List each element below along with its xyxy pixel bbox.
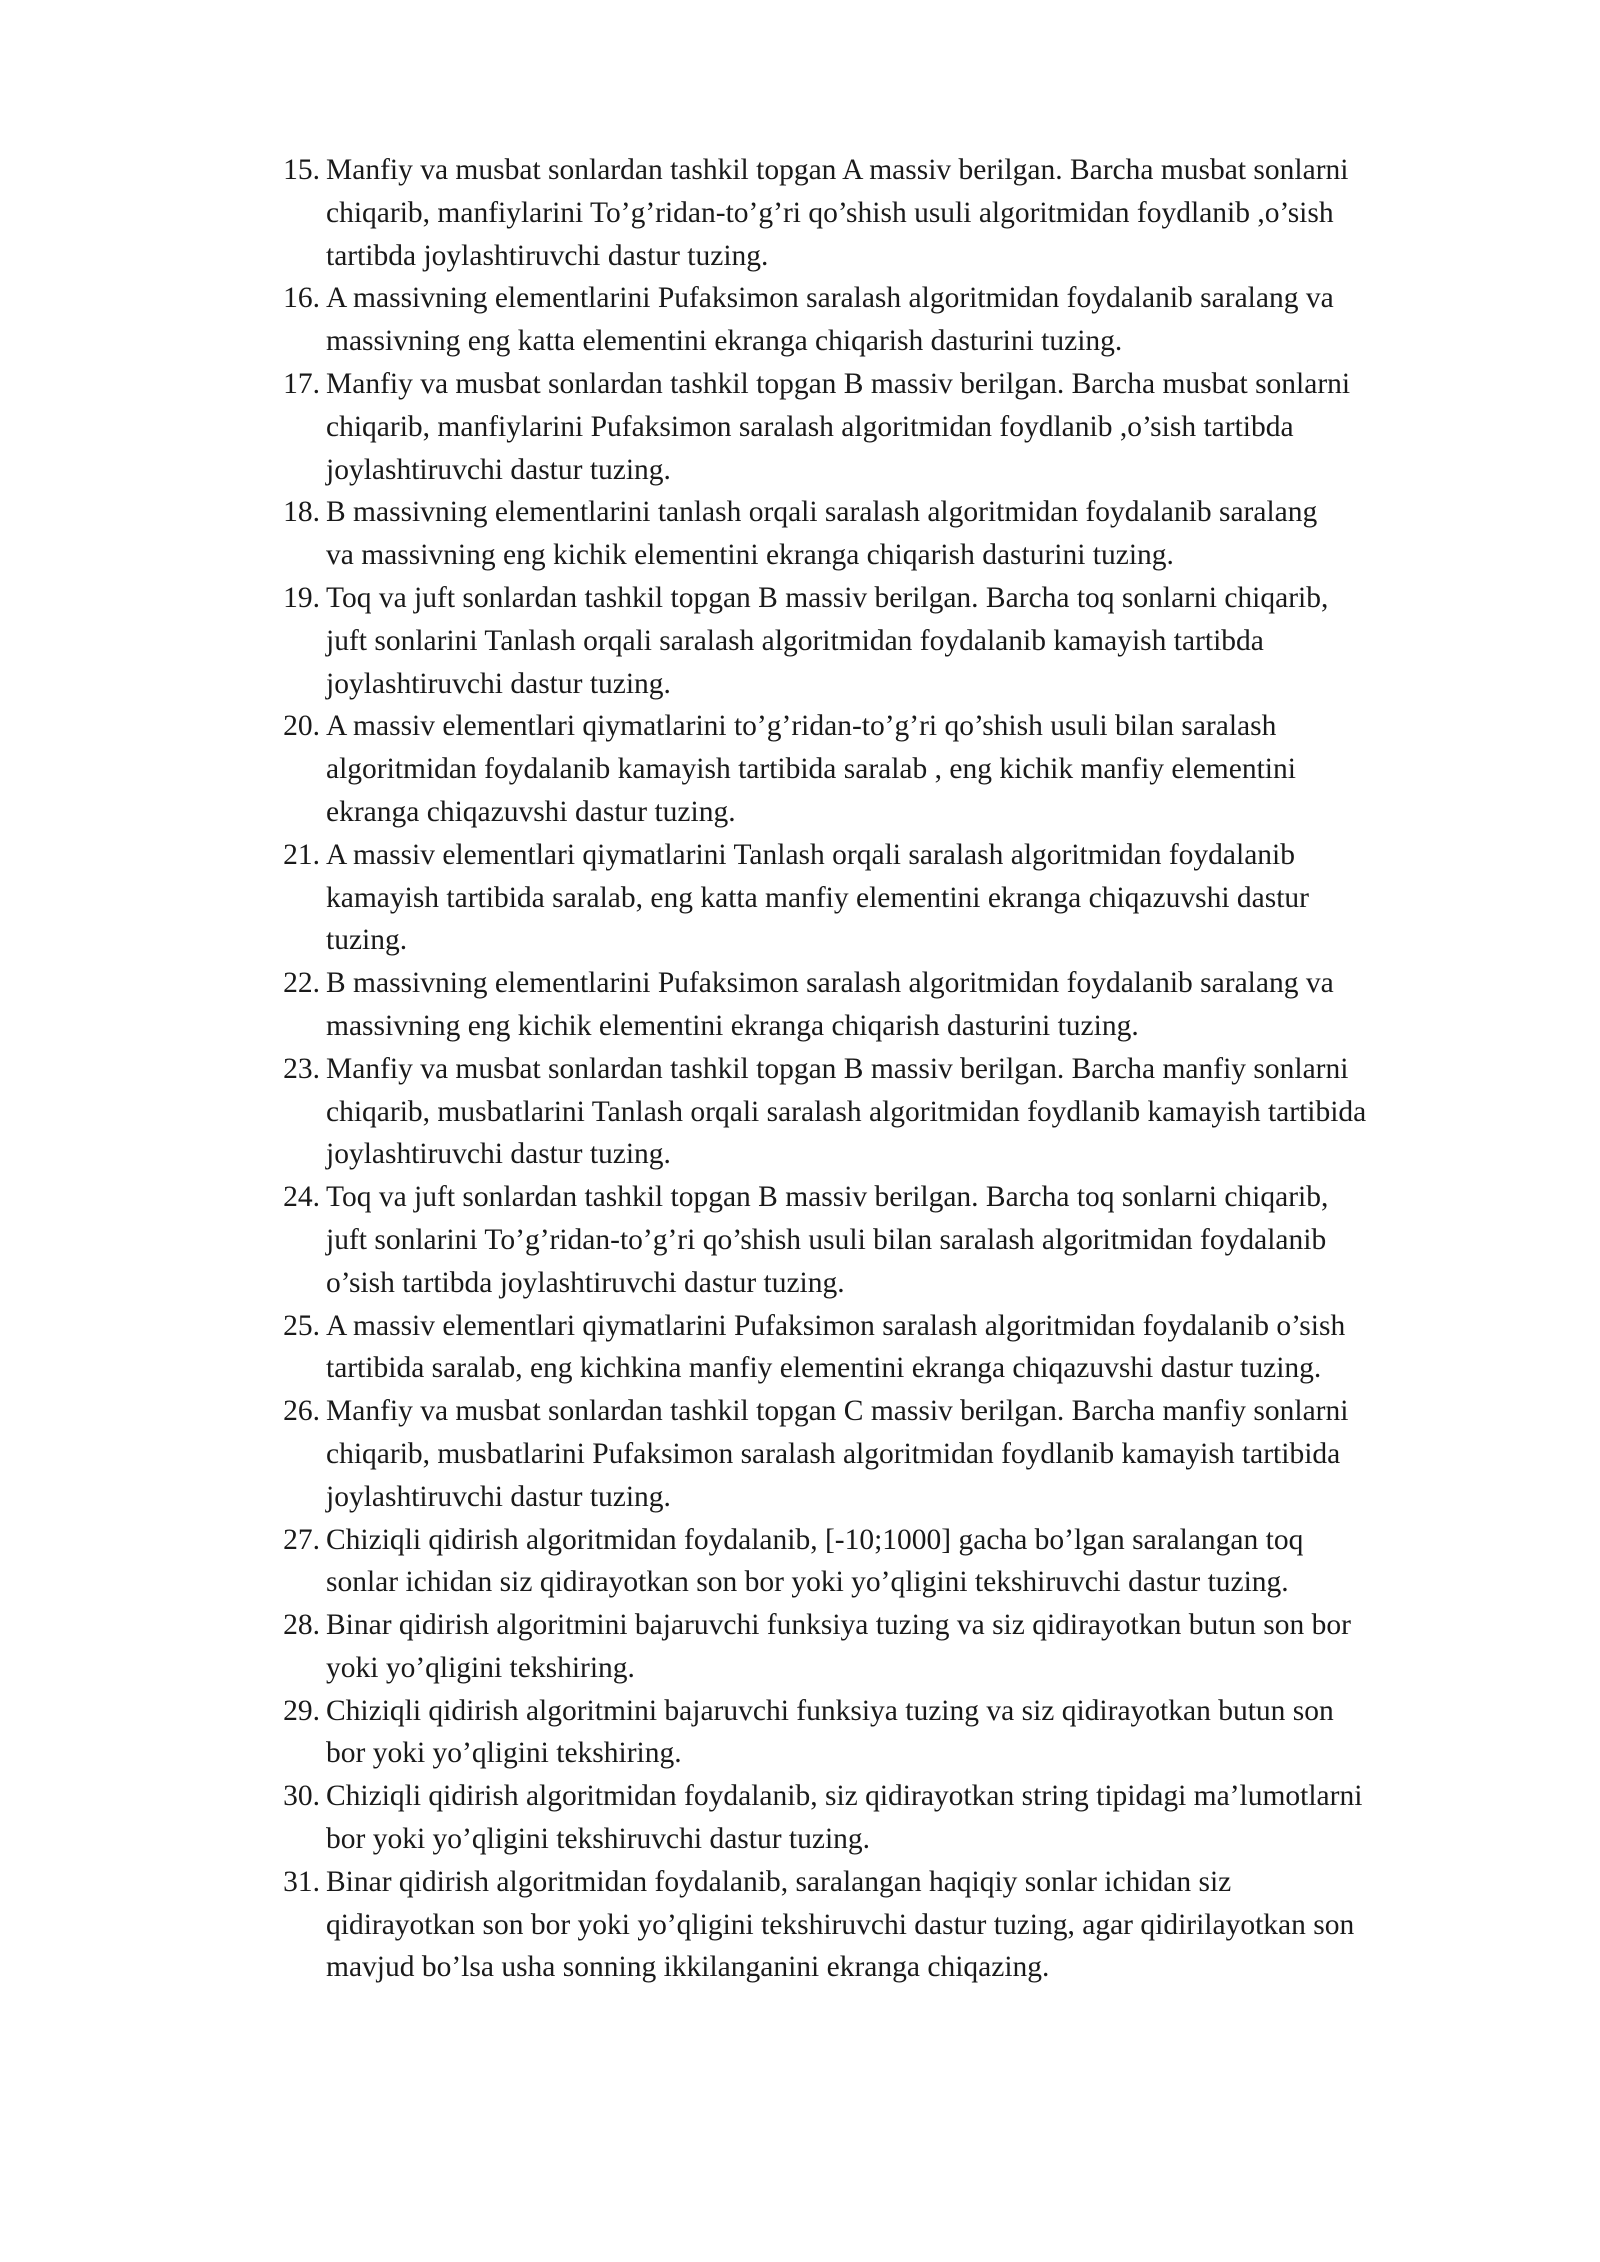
task-number: 21. — [283, 838, 320, 871]
task-text: Chiziqli qidirish algoritmidan foydalanib, [-10;1000] gacha bo’lgan saralangan toq sonlar ichidan siz qidirayotkan son bor yoki yo’qligini tekshiruvchi dastur tuzing. — [326, 1523, 1304, 1599]
task-item — [270, 1176, 1500, 1304]
task-number: 19. — [283, 581, 320, 614]
task-item — [270, 363, 1500, 491]
task-item — [270, 1519, 1500, 1605]
task-number: 16. — [283, 282, 320, 315]
task-number: 15. — [283, 154, 320, 186]
task-number: 18. — [283, 496, 320, 529]
task-text: Binar qidirish algoritmini bajaruvchi funksiya tuzing va siz qidirayotkan butun son bor yoki yo’qligini tekshiring. — [326, 1609, 1351, 1684]
task-text: Chiziqli qidirish algoritmini bajaruvchi funksiya tuzing va siz qidirayotkan butun son bor yoki yo’qligini tekshiring. — [326, 1694, 1334, 1770]
task-item — [270, 1775, 1500, 1861]
task-text: Manfiy va musbat sonlardan tashkil topgan B massiv berilgan. Barcha manfiy sonlarni chiqarib, musbatlarini Tanlash orqali saralash algoritmidan foydlanib kamayish tartibida joylashtiruvchi dastur tuzing. — [326, 1052, 1367, 1171]
task-text: A massiv elementlari qiymatlarini Tanlash orqali saralash algoritmidan foydalanib kamayish tartibida saralab, eng katta manfiy elementini ekranga chiqazuvshi dastur tuzing. — [326, 838, 1309, 957]
task-number: 29. — [283, 1694, 320, 1727]
task-number: 23. — [283, 1052, 320, 1085]
task-number: 27. — [283, 1523, 320, 1556]
task-item — [270, 705, 1500, 833]
task-number: 26. — [283, 1395, 320, 1428]
task-text: Toq va juft sonlardan tashkil topgan B massiv berilgan. Barcha toq sonlarni chiqarib, juft sonlarini Tanlash orqali saralash algoritmidan foydalanib kamayish tartibda joylashtiruvchi dastur tuzing. — [326, 581, 1329, 700]
task-number: 30. — [283, 1780, 320, 1813]
task-text: A massiv elementlari qiymatlarini Pufaksimon saralash algoritmidan foydalanib o’sish tartibida saralab, eng kichkina manfiy elementini ekranga chiqazuvshi dastur tuzing. — [326, 1309, 1346, 1385]
task-number: 17. — [283, 367, 320, 400]
task-item — [270, 1690, 1500, 1776]
task-text: A massiv elementlari qiymatlarini to’g’ridan-to’g’ri qo’shish usuli bilan saralash algoritmidan foydalanib kamayish tartibida saralab , eng kichik manfiy elementini ekranga chiqazuvshi dastur tuzing. — [326, 710, 1296, 828]
task-item — [270, 962, 1500, 1048]
task-item — [270, 1604, 1500, 1690]
task-item — [270, 491, 1500, 577]
task-number: 25. — [283, 1309, 320, 1342]
task-text: Manfiy va musbat sonlardan tashkil topgan B massiv berilgan. Barcha musbat sonlarni chiqarib, manfiylarini Pufaksimon saralash algoritmidan foydlanib ,o’sish tartibda joylashtiruvchi dastur tuzing. — [326, 367, 1351, 486]
task-text: Binar qidirish algoritmidan foydalanib, saralangan haqiqiy sonlar ichidan siz qidirayotkan son bor yoki yo’qligini tekshiruvchi dastur tuzing, agar qidirilayotkan son mavjud bo’lsa usha sonning ikkilanganini ekranga chiqazing. — [326, 1865, 1355, 1984]
task-item — [270, 149, 1500, 277]
task-text: B massivning elementlarini tanlash orqali saralash algoritmidan foydalanib saralang va massivning eng kichik elementini ekranga chiqarish dasturini tuzing. — [326, 496, 1318, 572]
task-list — [270, 149, 1500, 1989]
task-text: B massivning elementlarini Pufaksimon saralash algoritmidan foydalanib saralang va massivning eng kichik elementini ekranga chiqarish dasturini tuzing. — [326, 967, 1334, 1042]
task-number: 28. — [283, 1609, 320, 1642]
task-item — [270, 277, 1500, 363]
task-number: 24. — [283, 1181, 320, 1214]
task-item — [270, 1048, 1500, 1176]
task-text: Toq va juft sonlardan tashkil topgan B massiv berilgan. Barcha toq sonlarni chiqarib, juft sonlarini To’g’ridan-to’g’ri qo’shish usuli bilan saralash algoritmidan foydalanib o’sish tartibda joylashtiruvchi dastur tuzing. — [326, 1181, 1329, 1299]
task-text: Manfiy va musbat sonlardan tashkil topgan C massiv berilgan. Barcha manfiy sonlarni chiqarib, musbatlarini Pufaksimon saralash algoritmidan foydlanib kamayish tartibida joylashtiruvchi dastur tuzing. — [326, 1395, 1349, 1513]
task-text: A massivning elementlarini Pufaksimon saralash algoritmidan foydalanib saralang va massivning eng katta elementini ekranga chiqarish dasturini tuzing. — [326, 282, 1334, 358]
task-text: Manfiy va musbat sonlardan tashkil topgan A massiv berilgan. Barcha musbat sonlarni chiqarib, manfiylarini To’g’ridan-to’g’ri qo’shish usuli algoritmidan foydlanib ,o’sish tartibda joylashtiruvchi dastur tuzing. — [326, 154, 1349, 272]
task-number: 20. — [283, 710, 320, 743]
task-number: 31. — [283, 1865, 320, 1898]
task-item — [270, 577, 1500, 705]
task-item — [270, 1305, 1500, 1391]
task-number: 22. — [283, 967, 320, 1000]
task-item — [270, 834, 1500, 962]
task-text: Chiziqli qidirish algoritmidan foydalanib, siz qidirayotkan string tipidagi ma’lumotlarni bor yoki yo’qligini tekshiruvchi dastur tuzing. — [326, 1780, 1363, 1856]
task-item — [270, 1390, 1500, 1518]
task-item — [270, 1861, 1500, 1989]
